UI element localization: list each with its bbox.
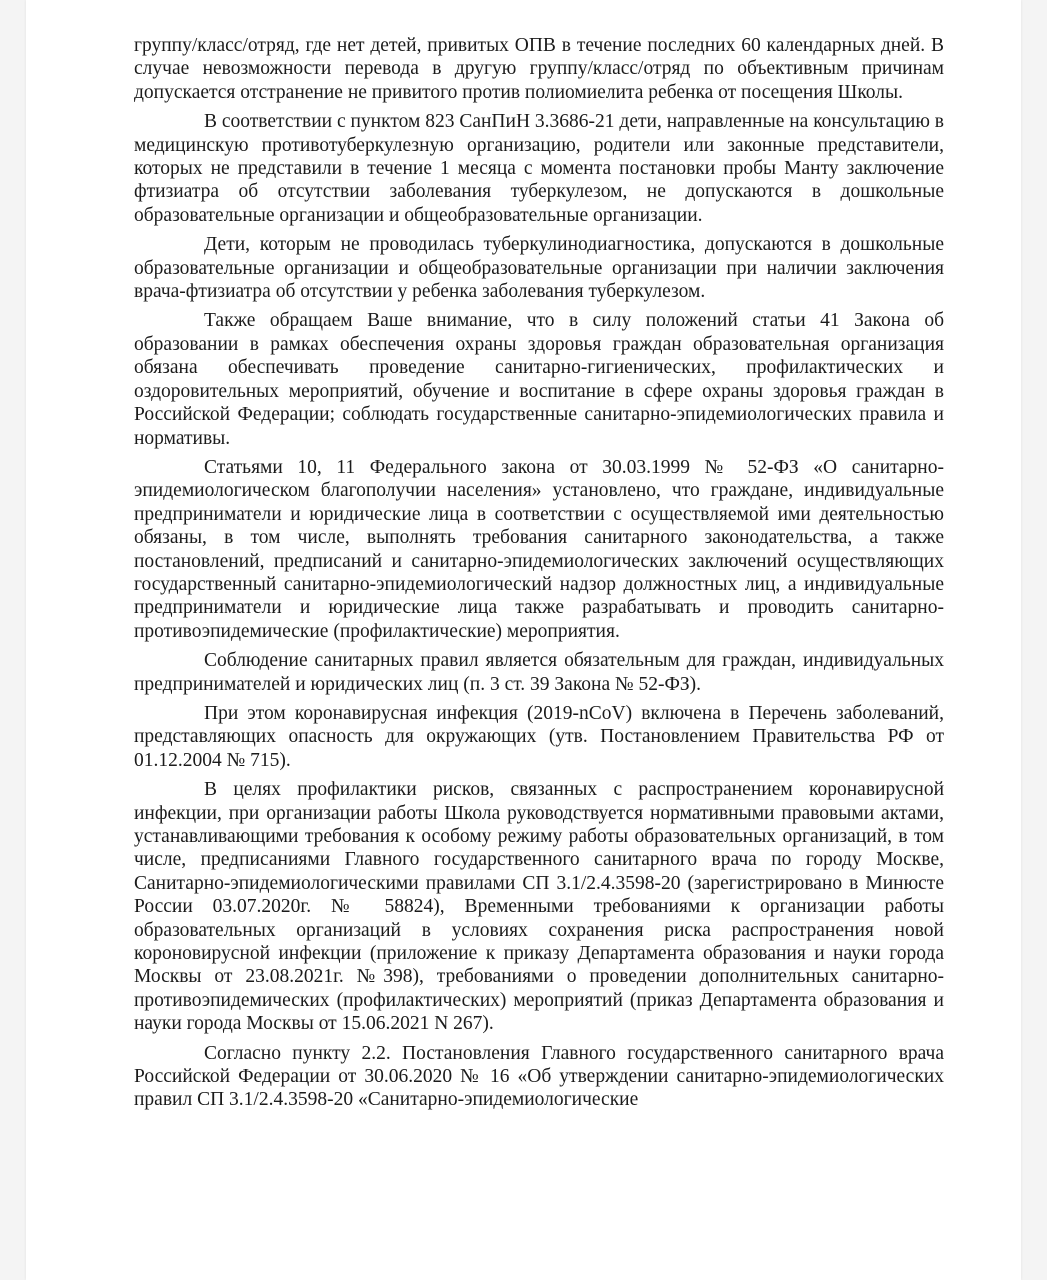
paragraph-tuberculosis-consultation: В соответствии с пунктом 823 СанПиН 3.3686-21 дети, направленные на консультацию в медицинскую противотуберкулезную организацию, родители или законные представители, которых не представили в течение 1 месяца с момента постановки пробы Манту заключение фтизиатра об отсутствии заболевания туберкулезом, не допускаются в дошкольные образовательные организации и общеобразовательные организации. [134, 111, 944, 226]
paragraph-resolution-2-2: Согласно пункту 2.2. Постановления Главного государственного санитарного врача Российской Федерации от 30.06.2020 № 16 «Об утверждении санитарно-эпидемиологических правил СП 3.1/2.4.3598-20 «Санитарно-эпидемиологические [134, 1042, 944, 1111]
paragraph-polio-continuation: группу/класс/отряд, где нет детей, привитых ОПВ в течение последних 60 календарных дней. В случае невозможности перевода в другую группу/класс/отряд по объективным причинам допускается отстранение не привитого против полиомиелита ребенка от посещения Школы. [134, 35, 944, 103]
paragraph-tuberculin-diagnostics: Дети, которым не проводилась туберкулинодиагностика, допускаются в дошкольные образовательные организации и общеобразовательные организации при наличии заключения врача-фтизиатра об отсутствии у ребенка заболевания туберкулезом. [134, 234, 944, 303]
paragraph-federal-law-52fz: Статьями 10, 11 Федерального закона от 30.03.1999 № 52-ФЗ «О санитарно-эпидемиологическом благополучии населения» установлено, что граждане, индивидуальные предприниматели и юридические лица в соответствии с осуществляемой ими деятельностью обязаны, в том числе, выполнять требования санитарного законодательства, а также постановлений, предписаний и санитарно-эпидемиологических заключений осуществляющих государственный санитарно-эпидемиологический надзор должностных лиц, а индивидуальные предприниматели и юридические лица также разрабатывать и проводить санитарно-противоэпидемические (профилактические) мероприятия. [134, 456, 944, 642]
paragraph-education-law-article-41: Также обращаем Ваше внимание, что в силу положений статьи 41 Закона об образовании в рамках обеспечения охраны здоровья граждан образовательная организация обязана обеспечивать проведение санитарно-гигиенических, профилактических и оздоровительных мероприятий, обучение и воспитание в сфере охраны здоровья граждан в Российской Федерации; соблюдать государственные санитарно-эпидемиологических правила и нормативы. [134, 310, 944, 449]
document-body [134, 34, 944, 1118]
paragraph-sanitary-rules-compliance: Соблюдение санитарных правил является обязательным для граждан, индивидуальных предпринимателей и юридических лиц (п. 3 ст. 39 Закона № 52-ФЗ). [134, 650, 944, 695]
paragraph-coronavirus-list: При этом коронавирусная инфекция (2019-nCoV) включена в Перечень заболеваний, представляющих опасность для окружающих (утв. Постановлением Правительства РФ от 01.12.2004 № 715). [134, 702, 944, 771]
paragraph-coronavirus-prevention: В целях профилактики рисков, связанных с распространением коронавирусной инфекции, при организации работы Школа руководствуется нормативными правовыми актами, устанавливающими требования к особому режиму работы образовательных организаций, в том числе, предписаниями Главного государственного санитарного врача по городу Москве, Санитарно-эпидемиологическими правилами СП 3.1/2.4.3598-20 (зарегистрировано в Минюсте России 03.07.2020г. № 58824), Временными требованиями к организации работы образовательных организаций в условиях сохранения риска распространения новой короновирусной инфекции (приложение к приказу Департамента образования и науки города Москвы от 23.08.2021г. №398), требованиями о проведении дополнительных санитарно-противоэпидемических (профилактических) мероприятий (приказ Департамента образования и науки города Москвы от 15.06.2021 N 267). [134, 779, 944, 1035]
